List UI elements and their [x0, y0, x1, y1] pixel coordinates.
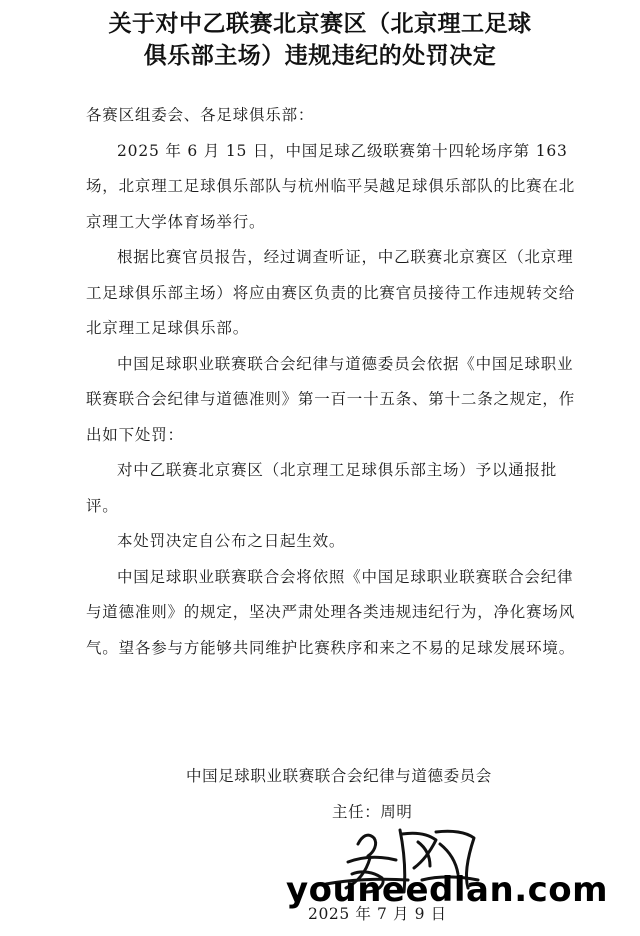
document-title [40, 8, 600, 72]
document-footer [0, 764, 640, 936]
paragraph-closing: 中国足球职业联赛联合会将依照《中国足球职业联赛联合会纪律与道德准则》的规定，坚决严肃处理各类违规违纪行为，净化赛场风气。望各参与方能够共同维护比赛秩序和来之不易的足球发展环境。 [86, 567, 576, 657]
paragraph-findings: 根据比赛官员报告，经过调查听证，中乙联赛北京赛区（北京理工足球俱乐部主场）将应由赛区负责的比赛官员接待工作违规转交给北京理工足球俱乐部。 [86, 248, 576, 337]
paragraph-effective: 本处罚决定自公布之日起生效。 [117, 532, 346, 550]
salutation: 各赛区组委会、各足球俱乐部： [86, 106, 315, 124]
title-line-2: 俱乐部主场）违规违纪的处罚决定 [143, 43, 497, 69]
director-line: 主任：周明 [332, 803, 413, 821]
document-body [86, 98, 586, 666]
paragraph-legal-basis: 中国足球职业联赛联合会纪律与道德委员会依据《中国足球职业联赛联合会纪律与道德准则》第一百一十五条、第十二条之规定，作出如下处罚： [86, 354, 576, 444]
title-line-1: 关于对中乙联赛北京赛区（北京理工足球 [108, 11, 532, 37]
paragraph-penalty: 对中乙联赛北京赛区（北京理工足球俱乐部主场）予以通报批评。 [86, 461, 558, 515]
paragraph-match-info: 2025 年 6 月 15 日，中国足球乙级联赛第十四轮场序第 163 场，北京理工足球俱乐部队与杭州临平吴越足球俱乐部队的比赛在北京理工大学体育场举行。 [86, 141, 576, 231]
watermark-text: youneedlan.com [286, 870, 609, 910]
issuer-name: 中国足球职业联赛联合会纪律与道德委员会 [186, 767, 492, 785]
document-date: 2025 年 7 月 9 日 [308, 905, 447, 923]
